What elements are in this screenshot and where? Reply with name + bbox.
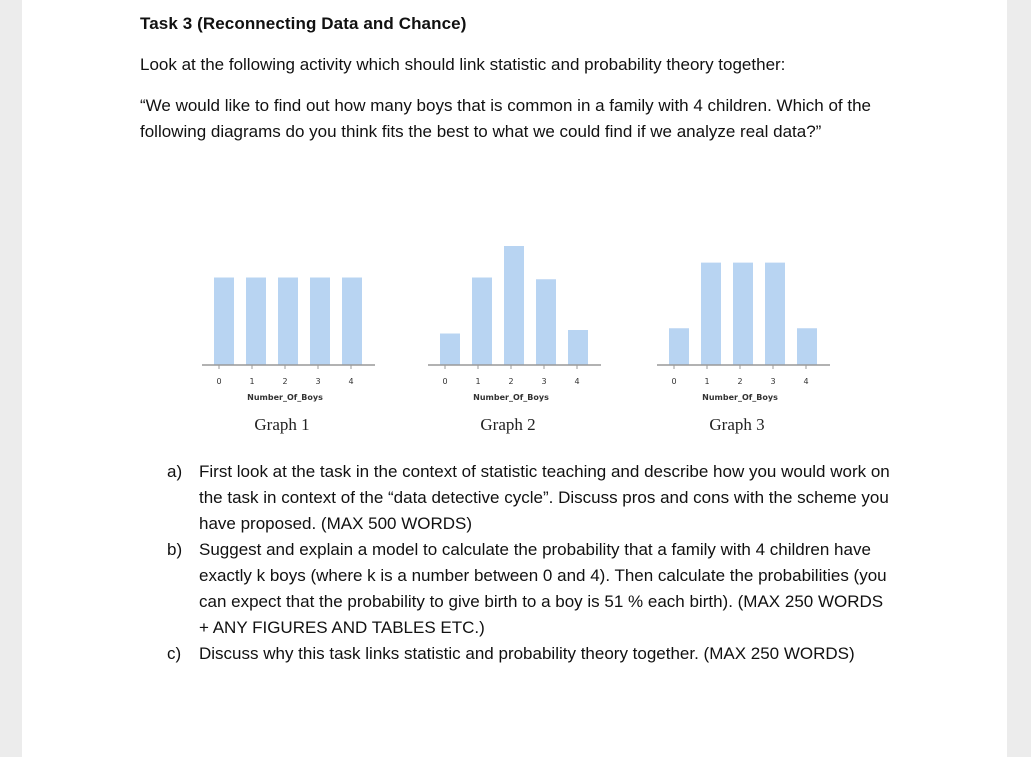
x-tick-label: 4: [574, 377, 580, 386]
bar-2: [278, 278, 298, 366]
graph-3-svg: [662, 225, 852, 405]
bar-3: [536, 279, 556, 365]
question-letter: c): [167, 644, 182, 663]
x-tick-label: 2: [737, 377, 743, 386]
bar-1: [701, 263, 721, 365]
task-intro: Look at the following activity which should link statistic and probability theory together:: [140, 55, 786, 74]
x-tick-label: 2: [508, 377, 514, 386]
question-text: Discuss why this task links statistic and probability theory together. (MAX 250 WORDS): [199, 644, 855, 663]
bar-2: [504, 246, 524, 365]
bar-1: [246, 278, 266, 366]
question-list: [167, 459, 897, 667]
x-tick-label: 1: [249, 377, 255, 386]
bar-2: [733, 263, 753, 365]
x-tick-label: 4: [803, 377, 809, 386]
x-tick-label: 1: [704, 377, 710, 386]
bar-3: [765, 263, 785, 365]
x-axis-label: Number_Of_Boys: [473, 393, 549, 402]
bar-0: [669, 328, 689, 365]
question-text: Suggest and explain a model to calculate the probability that a family with 4 children have exactly k boys (where k is a number between 0 and 4). Then calculate the probabilities (you can expect that the probability to give birth to a boy is 51 % each birth). (MAX 250 WORDS + ANY FIGURES AND TABLES ETC.): [199, 540, 887, 637]
x-tick-label: 2: [282, 377, 288, 386]
x-tick-label: 0: [216, 377, 222, 386]
x-tick-label: 3: [315, 377, 321, 386]
question-b: [167, 537, 897, 641]
question-text: First look at the task in the context of statistic teaching and describe how you would work on the task in context of the “data detective cycle”. Discuss pros and cons with the scheme you have proposed. (MAX 500 WORDS): [199, 462, 890, 533]
question-a: [167, 459, 897, 537]
graph-2-caption: Graph 2: [480, 415, 536, 434]
graph-1-caption: Graph 1: [254, 415, 310, 434]
x-tick-label: 0: [671, 377, 677, 386]
graph-3-caption: Graph 3: [709, 415, 765, 434]
bar-0: [440, 334, 460, 366]
question-c: [167, 641, 897, 667]
task-quote: “We would like to find out how many boys that is common in a family with 4 children. Which of the following diagrams do you think fits the best to what we could find if we analyze real data?”: [140, 96, 872, 141]
bar-4: [342, 278, 362, 366]
bar-4: [568, 330, 588, 365]
graph-1-svg: [207, 225, 397, 405]
x-axis-label: Number_Of_Boys: [247, 393, 323, 402]
graph-2: [433, 225, 623, 440]
graph-2-svg: [433, 225, 623, 405]
x-tick-label: 3: [541, 377, 547, 386]
bar-0: [214, 278, 234, 366]
x-axis-label: Number_Of_Boys: [702, 393, 778, 402]
document-page: [22, 0, 1007, 757]
x-tick-label: 4: [348, 377, 354, 386]
bar-3: [310, 278, 330, 366]
question-letter: a): [167, 462, 183, 481]
x-tick-label: 3: [770, 377, 776, 386]
x-tick-label: 0: [442, 377, 448, 386]
bar-1: [472, 278, 492, 366]
graph-1: [207, 225, 397, 440]
bar-4: [797, 328, 817, 365]
graph-3: [662, 225, 852, 440]
question-letter: b): [167, 540, 183, 559]
x-tick-label: 1: [475, 377, 481, 386]
task-title: Task 3 (Reconnecting Data and Chance): [140, 14, 467, 33]
